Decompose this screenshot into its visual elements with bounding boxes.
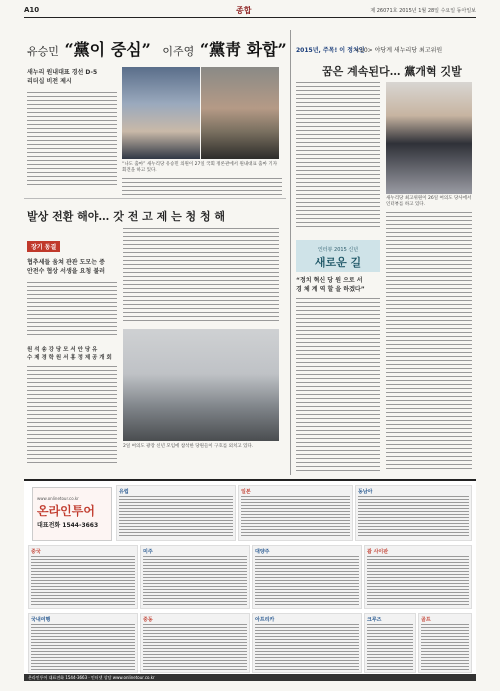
- quote-line: 경 체 계 역 할 을 하겠다”: [296, 286, 365, 293]
- interview-box-label: 인터뷰 2015 신년: [317, 247, 359, 253]
- ad-cell: [364, 545, 472, 609]
- issue-meta: 제 26071호 2015년 1월 28일 수요일 동아일보: [370, 8, 476, 14]
- ad-url: www.onlinetour.co.kr: [37, 496, 79, 501]
- bottom-left-subhead: [27, 346, 112, 362]
- interview-box: [296, 240, 380, 272]
- speaker-2: 이주영: [162, 45, 195, 58]
- photo-politician-1: [122, 67, 200, 159]
- section-divider: [24, 198, 286, 199]
- series-kicker: 2015년, 주목! 이 정치인: [296, 47, 365, 54]
- column-divider: [290, 30, 291, 475]
- page-header: [24, 6, 476, 18]
- ad-phone: 대표전화 1544-3663: [37, 522, 99, 529]
- right-top-body: [296, 82, 380, 232]
- left-top-headline: [27, 37, 287, 60]
- interview-quote: [296, 276, 380, 294]
- mid-left-body: [27, 282, 117, 340]
- ad-cell: [28, 613, 138, 673]
- ad-cell-label: 대양주: [255, 549, 270, 555]
- photo-caption: “나도 출마” 새누리당 유승민 의원이 27일 국회 정론관에서 원내대표 출마 기자회견을 하고 있다.: [122, 162, 278, 173]
- ad-cell: [140, 545, 250, 609]
- ad-cell-label: 크루즈: [367, 617, 382, 623]
- left-top-subhead: [27, 68, 97, 86]
- bottom-left-body: [27, 366, 117, 466]
- mid-left-headline: 발상 전환 해야… 갓 전 고 제 는 청 청 해: [27, 210, 226, 223]
- speaker-1: 유승민: [27, 45, 59, 58]
- photo-politician-2: [201, 67, 279, 159]
- ad-cell-label: 아프리카: [255, 617, 275, 623]
- photo-interviewee: [386, 82, 472, 194]
- ad-cell-label: 중국: [31, 549, 41, 555]
- right-mid-body: [296, 298, 380, 474]
- category-badge: 장기 동결: [27, 241, 60, 252]
- photo-crowd: [123, 329, 279, 441]
- subhead-line: 원 석 송 강 당 모 서 안 당 유: [27, 347, 98, 353]
- subhead-line: 협추세들 움쳐 관관 도모는 증: [27, 259, 105, 266]
- ad-cell-label: 국내여행: [31, 617, 51, 623]
- ad-cell-label: 중동: [143, 617, 153, 623]
- ad-cell-label: 일본: [241, 489, 251, 495]
- quote-2: “黨靑 화합”: [199, 40, 287, 59]
- ad-brand-block: [32, 487, 112, 541]
- subhead-line: 리더십 비전 제시: [27, 78, 72, 85]
- ad-cell: [364, 613, 416, 673]
- subhead-line: 수 제 경 학 원 서 홍 정 제 공 개 회: [27, 355, 112, 361]
- ad-cell-label: 동남아: [358, 489, 373, 495]
- subhead-line: 새누리 원내대표 경선 D-5: [27, 69, 98, 76]
- ad-cell-label: 골프: [421, 617, 431, 623]
- quote-1: “黨이 중심”: [64, 40, 151, 59]
- ad-cell: [418, 613, 472, 673]
- right-body-2: [386, 212, 472, 474]
- mid-center-body: [123, 228, 279, 324]
- interview-box-title: 새로운 길: [314, 256, 362, 269]
- section-label: 종합: [236, 6, 252, 15]
- ad-cell-label: 미주: [143, 549, 153, 555]
- ad-cell-label: 유럽: [119, 489, 129, 495]
- mid-left-subhead: [27, 258, 105, 276]
- quote-line: “정치 혁신 당 원 으로 서: [296, 277, 363, 284]
- advertisement: [24, 479, 476, 681]
- ad-cell: [116, 485, 236, 541]
- left-top-body: [27, 92, 117, 188]
- photo-caption: 2일 여의도 광장 신년 모임에 참석한 당원들이 구호를 외치고 있다.: [123, 444, 254, 449]
- ad-cell: [252, 545, 362, 609]
- right-top-headline: 꿈은 계속된다… 黨개혁 깃발: [322, 65, 462, 78]
- subhead-line: 안전수 협상 서생을 요청 불러: [27, 268, 105, 275]
- ad-cell: [28, 545, 138, 609]
- ad-cell: [238, 485, 353, 541]
- page-number: A10: [24, 6, 40, 14]
- ad-cell: [140, 613, 250, 673]
- series-subkicker: <10> 야당계 새누리당 최고위원: [355, 47, 443, 54]
- ad-footer: 온라인투어 대표전화 1544-3663 · 인터넷 상담 www.onlinetour.co.kr: [24, 674, 476, 681]
- ad-cell: [355, 485, 472, 541]
- ad-cell: [252, 613, 362, 673]
- photo-caption: 새누리당 최고위원이 26일 여의도 당사에서 인터뷰를 하고 있다.: [386, 196, 472, 207]
- ad-brand: 온라인투어: [37, 504, 95, 518]
- ad-cell-label: 괌 사이판: [367, 549, 389, 555]
